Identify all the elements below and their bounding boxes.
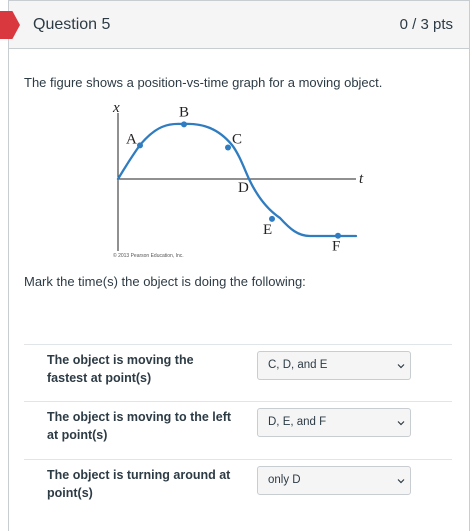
question-title: Question 5 [33, 16, 111, 33]
y-axis-label: x [113, 100, 120, 116]
chevron-down-icon [396, 418, 406, 428]
point-c-marker [225, 145, 231, 151]
row-divider [24, 459, 452, 460]
question-header [8, 0, 470, 49]
point-b-marker [181, 121, 187, 127]
left-select[interactable] [257, 408, 411, 437]
row-label-turning: The object is turning around at point(s) [47, 468, 231, 500]
position-time-figure [110, 98, 370, 263]
fastest-select-value: C, D, and E [268, 359, 328, 371]
point-a-label: A [126, 131, 137, 148]
chevron-down-icon [396, 361, 406, 371]
row-divider [24, 344, 452, 345]
row-divider [24, 401, 452, 402]
point-c-label: C [232, 131, 243, 148]
turning-select-value: only D [268, 474, 301, 486]
chevron-down-icon [396, 476, 406, 486]
point-d-label: D [238, 180, 249, 196]
point-f-label: F [332, 238, 341, 255]
points-label: 0 / 3 pts [399, 16, 453, 33]
fastest-select[interactable] [257, 351, 411, 380]
row-label-fastest: The object is moving the fastest at point(s) [47, 353, 194, 385]
turning-select[interactable] [257, 466, 411, 495]
point-e-label: E [263, 221, 273, 238]
point-b-label: B [179, 104, 190, 121]
position-time-graph [110, 98, 370, 263]
row-label-left: The object is moving to the left at point(s) [47, 410, 232, 442]
point-markers [126, 104, 341, 254]
copyright-notice: © 2013 Pearson Education, Inc. [113, 253, 184, 259]
instruction-text: Mark the time(s) the object is doing the following: [24, 274, 306, 289]
left-select-value: D, E, and F [268, 416, 327, 428]
x-axis-label: t [359, 171, 364, 187]
point-a-marker [137, 142, 143, 148]
question-prompt: The figure shows a position-vs-time graph for a moving object. [24, 75, 383, 90]
